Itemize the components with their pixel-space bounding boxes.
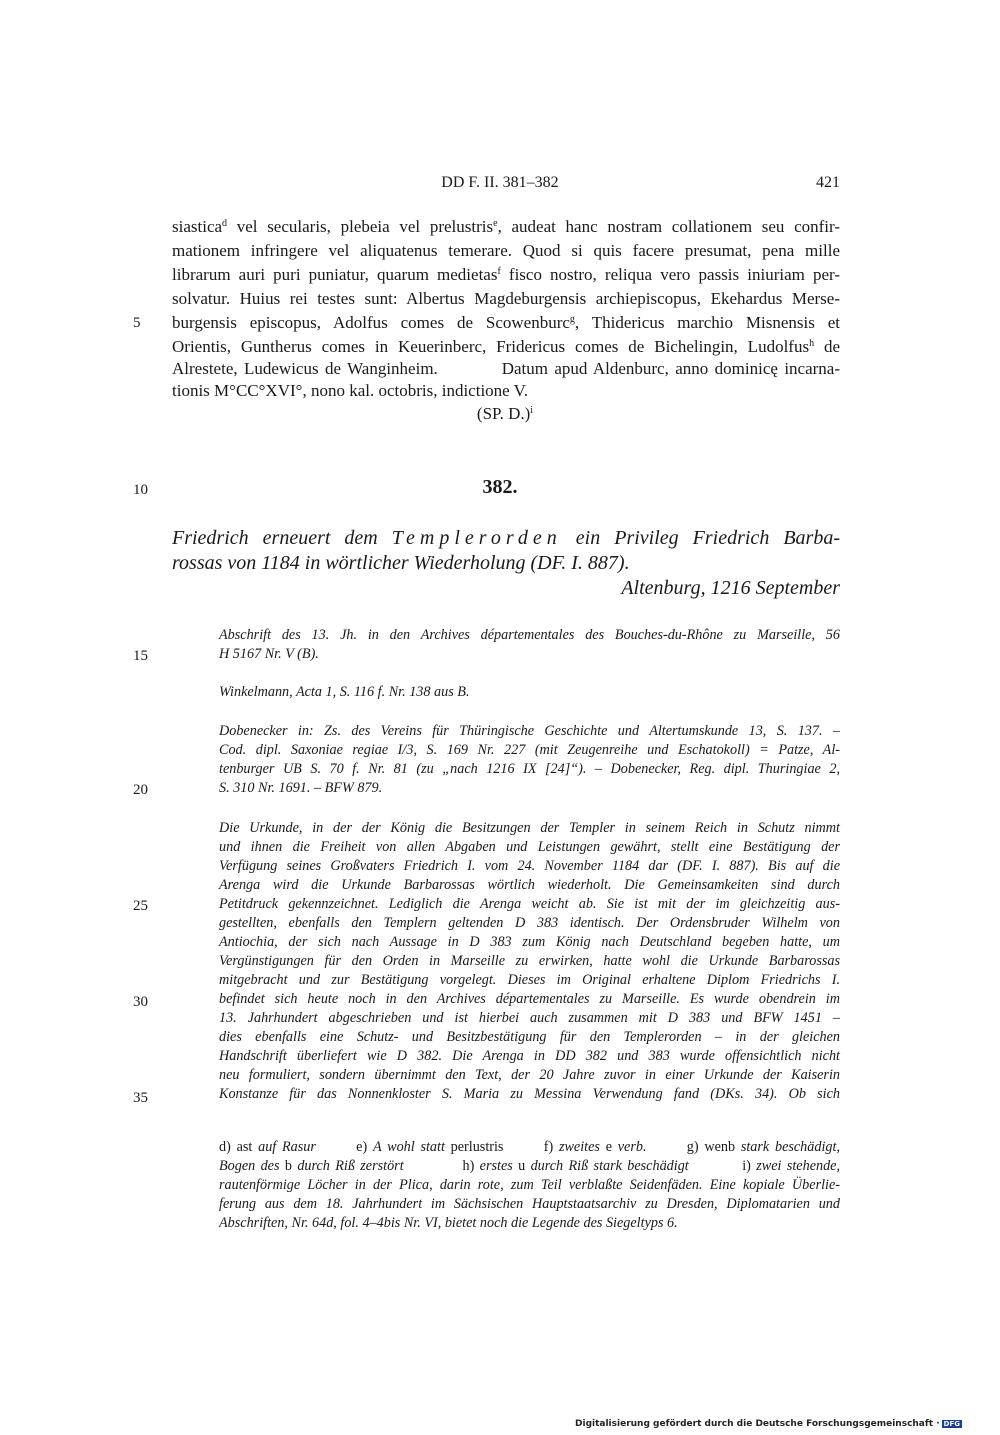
commentary-line: befindet sich heute noch in den Archives départementales zu Marseille. Es wurde obendrein im [219,991,840,1007]
commentary-line: gestellten, ebenfalls den Templern geltenden D 383 identisch. Der Ordensbruder Wilhelm von [219,915,840,931]
commentary-line: dies ebenfalls eine Schutz- und Besitzbestätigung für den Templerorden – in der gleichen [219,1029,840,1045]
transmission-line: Abschrift des 13. Jh. in den Archives départementales des Bouches-du-Rhône zu Marseille, 56 [219,627,840,643]
funding-footer: Digitalisierung gefördert durch die Deutsche Forschungsgemeinschaft · DFG [575,1419,960,1429]
commentary-line: Handschrift überliefert wie D 382. Die Arenga in DD 382 und 383 wurde offensichtlich nicht [219,1048,840,1064]
line-number: 5 [133,315,141,331]
line-number: 30 [133,994,148,1010]
body-line: burgensis episcopus, Adolfus comes de Scowenburc$^g$, Thidericus marchio Misnensis et [172,313,840,332]
line-number: 15 [133,648,148,664]
literature-line: Dobenecker in: Zs. des Vereins für Thüringische Geschichte und Altertumskunde 13, S. 137. – [219,723,840,739]
body-line: solvatur. Huius rei testes sunt: Albertus Magdeburgensis archiepiscopus, Ekehardus Merse- [172,289,840,308]
footnote-line: d) ast auf Rasur e) A wohl statt perlustris f) zweites e verb. g) wenb stark beschädigt, [219,1139,840,1155]
place-date: Altenburg, 1216 September [621,577,840,599]
running-head: DD F. II. 381–382 [441,174,559,191]
literature-line: S. 310 Nr. 1691. – BFW 879. [219,780,383,796]
commentary-line: Arenga wird die Urkunde Barbarossas wörtlich wiederholt. Die Gemeinsamkeiten sind durch [219,877,840,893]
literature-line: tenburger UB S. 70 f. Nr. 81 (zu „nach 1216 IX [24]“). – Dobenecker, Reg. dipl. Thuringiae 2, [219,761,840,777]
commentary-line: Verfügung seines Großvaters Friedrich I. vom 24. November 1184 dar (DF. I. 887). Bis auf die [219,858,840,874]
footnote-line: Abschriften, Nr. 64d, fol. 4–4bis Nr. VI, bietet noch die Legende des Siegeltyps 6. [219,1215,678,1231]
line-number: 35 [133,1090,148,1106]
regest-line: rossas von 1184 in wörtlicher Wiederholung (DF. I. 887). [172,552,630,574]
line-number: 20 [133,782,148,798]
body-line: siastica$^d$ vel secularis, plebeia vel prelustris$^e$, audeat hanc nostram collationem seu confir- [172,217,840,236]
commentary-line: Antiochia, der sich nach Aussage in D 383 zum König nach Deutschland begeben hatte, um [219,934,840,950]
commentary-line: Vergünstigungen für den Orden in Marseille zu erwirken, hatte wohl die Urkunde Barbarossas [219,953,840,969]
regest-line: Friedrich erneuert dem Templerorden ein Privileg Friedrich Barba- [172,527,840,549]
literature-line: Winkelmann, Acta 1, S. 116 f. Nr. 138 aus B. [219,684,470,700]
body-line: Orientis, Guntherus comes in Keuerinberc, Fridericus comes de Bichelingin, Ludolfus$^h$ de [172,337,841,356]
footnote-line: ferung aus dem 18. Jahrhundert im Sächsischen Hauptstaatsarchiv zu Dresden, Diplomatarien und [219,1196,840,1212]
footnote-line: rautenförmige Löcher in der Plica, darin rote, zum Teil verblaßte Seidenfäden. Eine kopiale Überlie- [219,1177,840,1193]
body-line: mationem infringere vel aliquatenus temerare. Quod si quis facere presumat, pena mille [172,241,840,260]
body-line: tionis M°CC°XVI°, nono kal. octobris, indictione V. [172,381,528,400]
footnote-line: Bogen des b durch Riß zerstört h) erstes u durch Riß stark beschädigt i) zwei stehende, [219,1158,841,1174]
dfg-logo: DFG [943,1420,960,1428]
commentary-line: 13. Jahrhundert abgeschrieben und ist hierbei auch zusammen mit D 383 und BFW 1451 – [219,1010,840,1026]
commentary-line: Petitdruck gekennzeichnet. Lediglich die Arenga weicht ab. Sie ist mit der im gleichzeitig aus- [219,896,840,912]
literature-line: Cod. dipl. Saxoniae regiae I/3, S. 169 Nr. 227 (mit Zeugenreihe und Eschatokoll) = Patze, Al- [219,742,840,758]
line-number: 10 [133,482,148,498]
body-line: librarum auri puri puniatur, quarum medietas$^f$ fisco nostro, reliqua vero passis iniuriam per- [172,265,840,284]
document-number: 382. [482,476,518,498]
page-number: 421 [816,174,840,191]
commentary-line: und ihnen die Freiheit von allen Abgaben und Leistungen gewährt, stellt eine Bestätigung der [219,839,840,855]
seal-note: (SP. D.)$^i$ [476,404,534,423]
body-line: Alrestete, Ludewicus de Wanginheim. Datum apud Aldenburc, anno dominicę incarna- [172,359,840,378]
commentary-line: Die Urkunde, in der der König die Besitzungen der Templer in seinem Reich in Schutz nimmt [219,820,840,836]
commentary-line: neu formuliert, sondern übernimmt den Text, der 20 Jahre zuvor in einer Urkunde der Kaiserin [219,1067,840,1083]
line-number: 25 [133,898,148,914]
commentary-line: mitgebracht und zur Bestätigung vorgelegt. Dieses im Original erhaltene Diplom Friedrichs I. [219,972,840,988]
commentary-line: Konstanze für das Nonnenkloster S. Maria zu Messina Verwendung fand (DKs. 34). Ob sich [219,1086,840,1102]
transmission-line: H 5167 Nr. V (B). [219,646,319,662]
